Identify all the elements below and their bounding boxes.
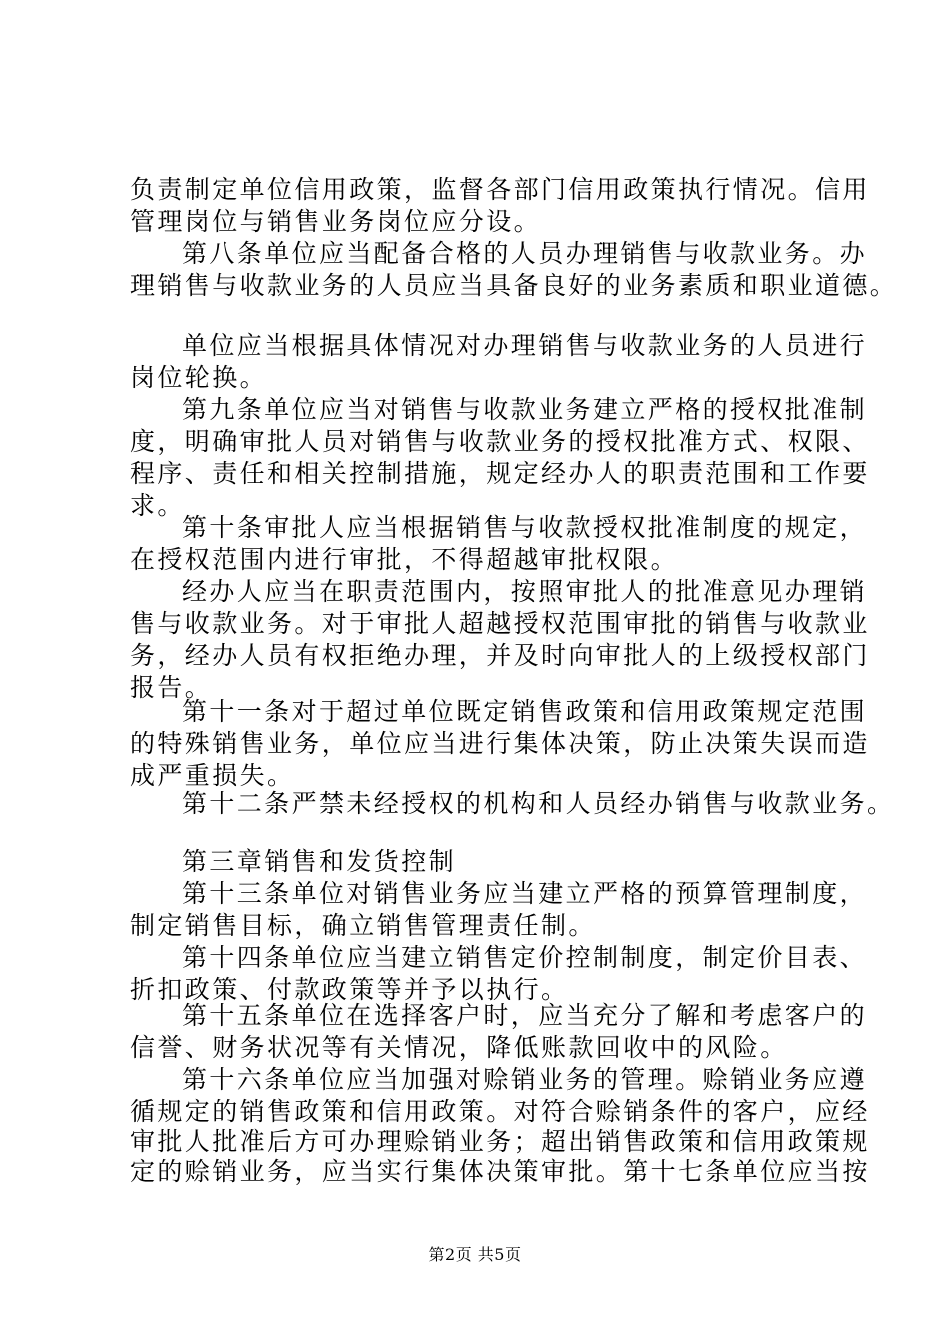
paragraph-line: 售与收款业务。对于审批人超越授权范围审批的销售与收款业 [130,609,870,638]
paragraph-line: 求。 [130,491,185,520]
paragraph-line: 务，经办人员有权拒绝办理，并及时向审批人的上级授权部门 [130,641,870,670]
page-number-footer: 第2页 共5页 [428,1245,522,1264]
paragraph-line: 第十四条单位应当建立销售定价控制制度，制定价目表、 [182,943,868,972]
paragraph-line: 经办人应当在职责范围内，按照审批人的批准意见办理销 [182,577,868,606]
paragraph-line: 信誉、财务状况等有关情况，降低账款回收中的风险。 [130,1033,788,1062]
paragraph-line: 程序、责任和相关控制措施，规定经办人的职责范围和工作要 [130,459,870,488]
paragraph-line: 制定销售目标，确立销售管理责任制。 [130,911,596,940]
paragraph-line: 第十二条严禁未经授权的机构和人员经办销售与收款业务。 [182,789,895,818]
paragraph-line: 岗位轮换。 [130,363,268,392]
paragraph-line: 负责制定单位信用政策，监督各部门信用政策执行情况。信用 [130,175,870,204]
paragraph-line: 第十一条对于超过单位既定销售政策和信用政策规定范围 [182,697,868,726]
paragraph-line: 理销售与收款业务的人员应当具备良好的业务素质和职业道德。 [130,271,898,300]
paragraph-line: 折扣政策、付款政策等并予以执行。 [130,975,569,1004]
paragraph-line: 循规定的销售政策和信用政策。对符合赊销条件的客户，应经 [130,1097,870,1126]
paragraph-line: 第十三条单位对销售业务应当建立严格的预算管理制度， [182,879,868,908]
chapter-heading: 第三章销售和发货控制 [182,847,457,876]
paragraph-line: 审批人批准后方可办理赊销业务；超出销售政策和信用政策规 [130,1127,870,1156]
paragraph-line: 第十六条单位应当加强对赊销业务的管理。赊销业务应遵 [182,1065,868,1094]
paragraph-line: 第九条单位应当对销售与收款业务建立严格的授权批准制 [182,395,868,424]
paragraph-line: 第十五条单位在选择客户时，应当充分了解和考虑客户的 [182,1001,868,1030]
paragraph-line: 定的赊销业务，应当实行集体决策审批。第十七条单位应当按 [130,1157,870,1186]
paragraph-line: 第十条审批人应当根据销售与收款授权批准制度的规定， [182,513,868,542]
paragraph-line: 在授权范围内进行审批，不得超越审批权限。 [130,545,679,574]
paragraph-line: 成严重损失。 [130,761,295,790]
paragraph-line: 度，明确审批人员对销售与收款业务的授权批准方式、权限、 [130,427,870,456]
paragraph-line: 的特殊销售业务，单位应当进行集体决策，防止决策失误而造 [130,729,870,758]
paragraph-line: 管理岗位与销售业务岗位应分设。 [130,207,542,236]
paragraph-line: 单位应当根据具体情况对办理销售与收款业务的人员进行 [182,331,868,360]
paragraph-line: 第八条单位应当配备合格的人员办理销售与收款业务。办 [182,239,868,268]
paragraph-line: 报告。 [130,673,213,702]
